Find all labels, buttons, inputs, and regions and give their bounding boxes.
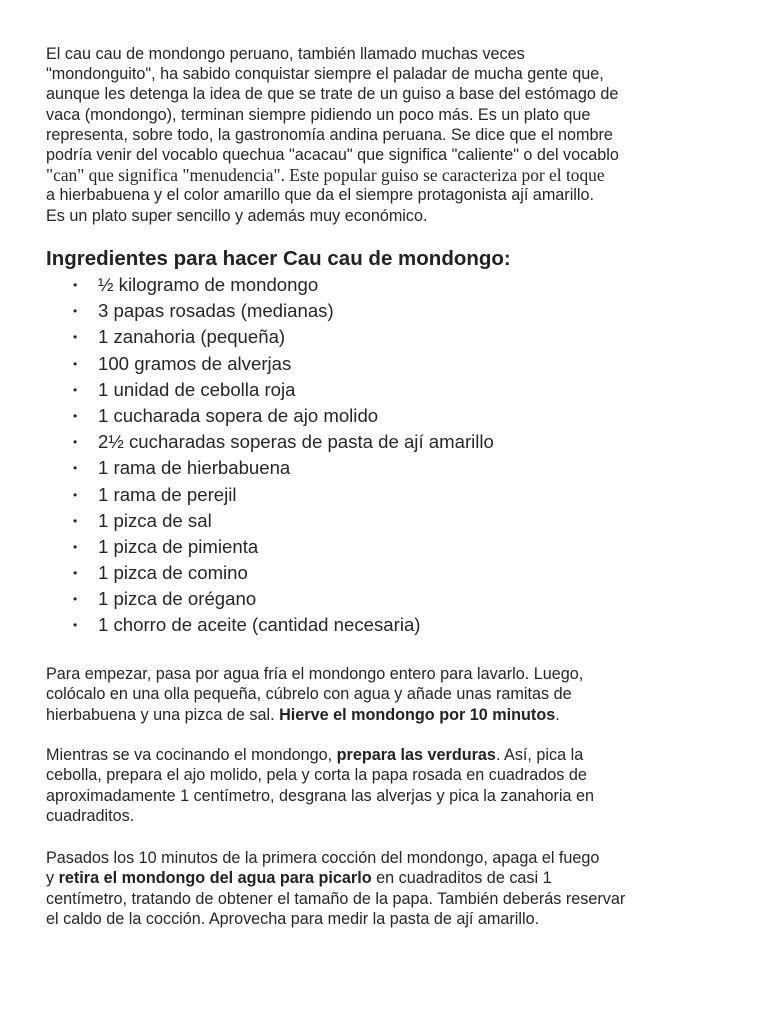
intro-line: Es un plato super sencillo y además muy económico. [46,206,428,225]
step2-highlight: prepara las verduras [336,746,496,764]
bullet-icon: • [73,566,78,581]
step-paragraph-2: Mientras se va cocinando el mondongo, prepara las verduras. Así, pica la cebolla, prepara el ajo molido, pela y corta la papa rosada en cuadrados de aproximadamente 1 centímetro, desgrana las alverjas y pica la zanahoria en cuadraditos. [46,746,594,826]
bullet-icon: • [73,539,78,554]
step-paragraph-3: Pasados los 10 minutos de la primera cocción del mondongo, apaga el fuego y retira el mondongo del agua para picarlo en cuadraditos de casi 1 centímetro, tratando de obtener el tamaño de la papa. También deberás reservar el caldo de la cocción. Aprovecha para medir la pasta de ají amarillo. [46,849,626,929]
ingredient-item: • 1 chorro de aceite (cantidad necesaria) [46,612,736,638]
intro-line: "can" que significa "menudencia". Este popular guiso se caracteriza por el toque [46,165,605,186]
ingredient-item: • 1 rama de perejil [46,482,736,508]
ingredient-item: • 1 zanahoria (pequeña) [46,324,736,350]
intro-line: "mondonguito", ha sabido conquistar siempre el paladar de mucha gente que, [46,65,604,84]
bullet-icon: • [73,618,78,633]
ingredient-item: • 100 gramos de alverjas [46,351,736,377]
ingredients-list [46,272,736,639]
ingredient-item: • 3 papas rosadas (medianas) [46,298,736,324]
intro-line: a hierbabuena y el color amarillo que da el siempre protagonista ají amarillo. [46,186,594,205]
ingredient-item: • 1 pizca de pimienta [46,534,736,560]
ingredient-item: • 1 pizca de comino [46,560,736,586]
bullet-icon: • [73,513,78,528]
bullet-icon: • [73,356,78,371]
bullet-icon: • [73,304,78,319]
bullet-icon: • [73,435,78,450]
ingredient-item: • 2½ cucharadas soperas de pasta de ají amarillo [46,429,736,455]
bullet-icon: • [73,278,78,292]
ingredient-item: • 1 unidad de cebolla roja [46,377,736,403]
intro-line: representa, sobre todo, la gastronomía andina peruana. Se dice que el nombre [46,125,613,144]
ingredient-item: • 1 pizca de sal [46,508,736,534]
step3-highlight: retira el mondongo del agua para picarlo [58,869,372,888]
ingredients-heading: Ingredientes para hacer Cau cau de mondongo: [46,247,511,270]
intro-paragraph [46,44,736,226]
bullet-icon: • [73,487,78,502]
ingredient-item: • ½ kilogramo de mondongo [46,272,736,298]
bullet-icon: • [73,592,78,607]
ingredient-item: • 1 pizca de orégano [46,586,736,612]
intro-line: vaca (mondongo), terminan siempre pidiendo un poco más. Es un plato que [46,105,591,124]
ingredient-item: • 1 rama de hierbabuena [46,455,736,481]
intro-line: podría venir del vocablo quechua "acacau" que significa "caliente" o del vocablo [46,146,619,165]
intro-line: El cau cau de mondongo peruano, también llamado muchas veces [46,45,525,63]
step-paragraph-1: Para empezar, pasa por agua fría el mondongo entero para lavarlo. Luego, colócalo en una olla pequeña, cúbrelo con agua y añade unas ramitas de hierbabuena y una pizca de sal. Hierve el mondongo por 10 minutos. [46,665,584,724]
bullet-icon: • [73,382,78,397]
intro-line: aunque les detenga la idea de que se trate de un guiso a base del estómago de [46,85,619,104]
bullet-icon: • [73,461,78,476]
bullet-icon: • [73,408,78,423]
bullet-icon: • [73,330,78,345]
step1-highlight: Hierve el mondongo por 10 minutos [279,705,556,724]
ingredient-item: • 1 cucharada sopera de ajo molido [46,403,736,429]
